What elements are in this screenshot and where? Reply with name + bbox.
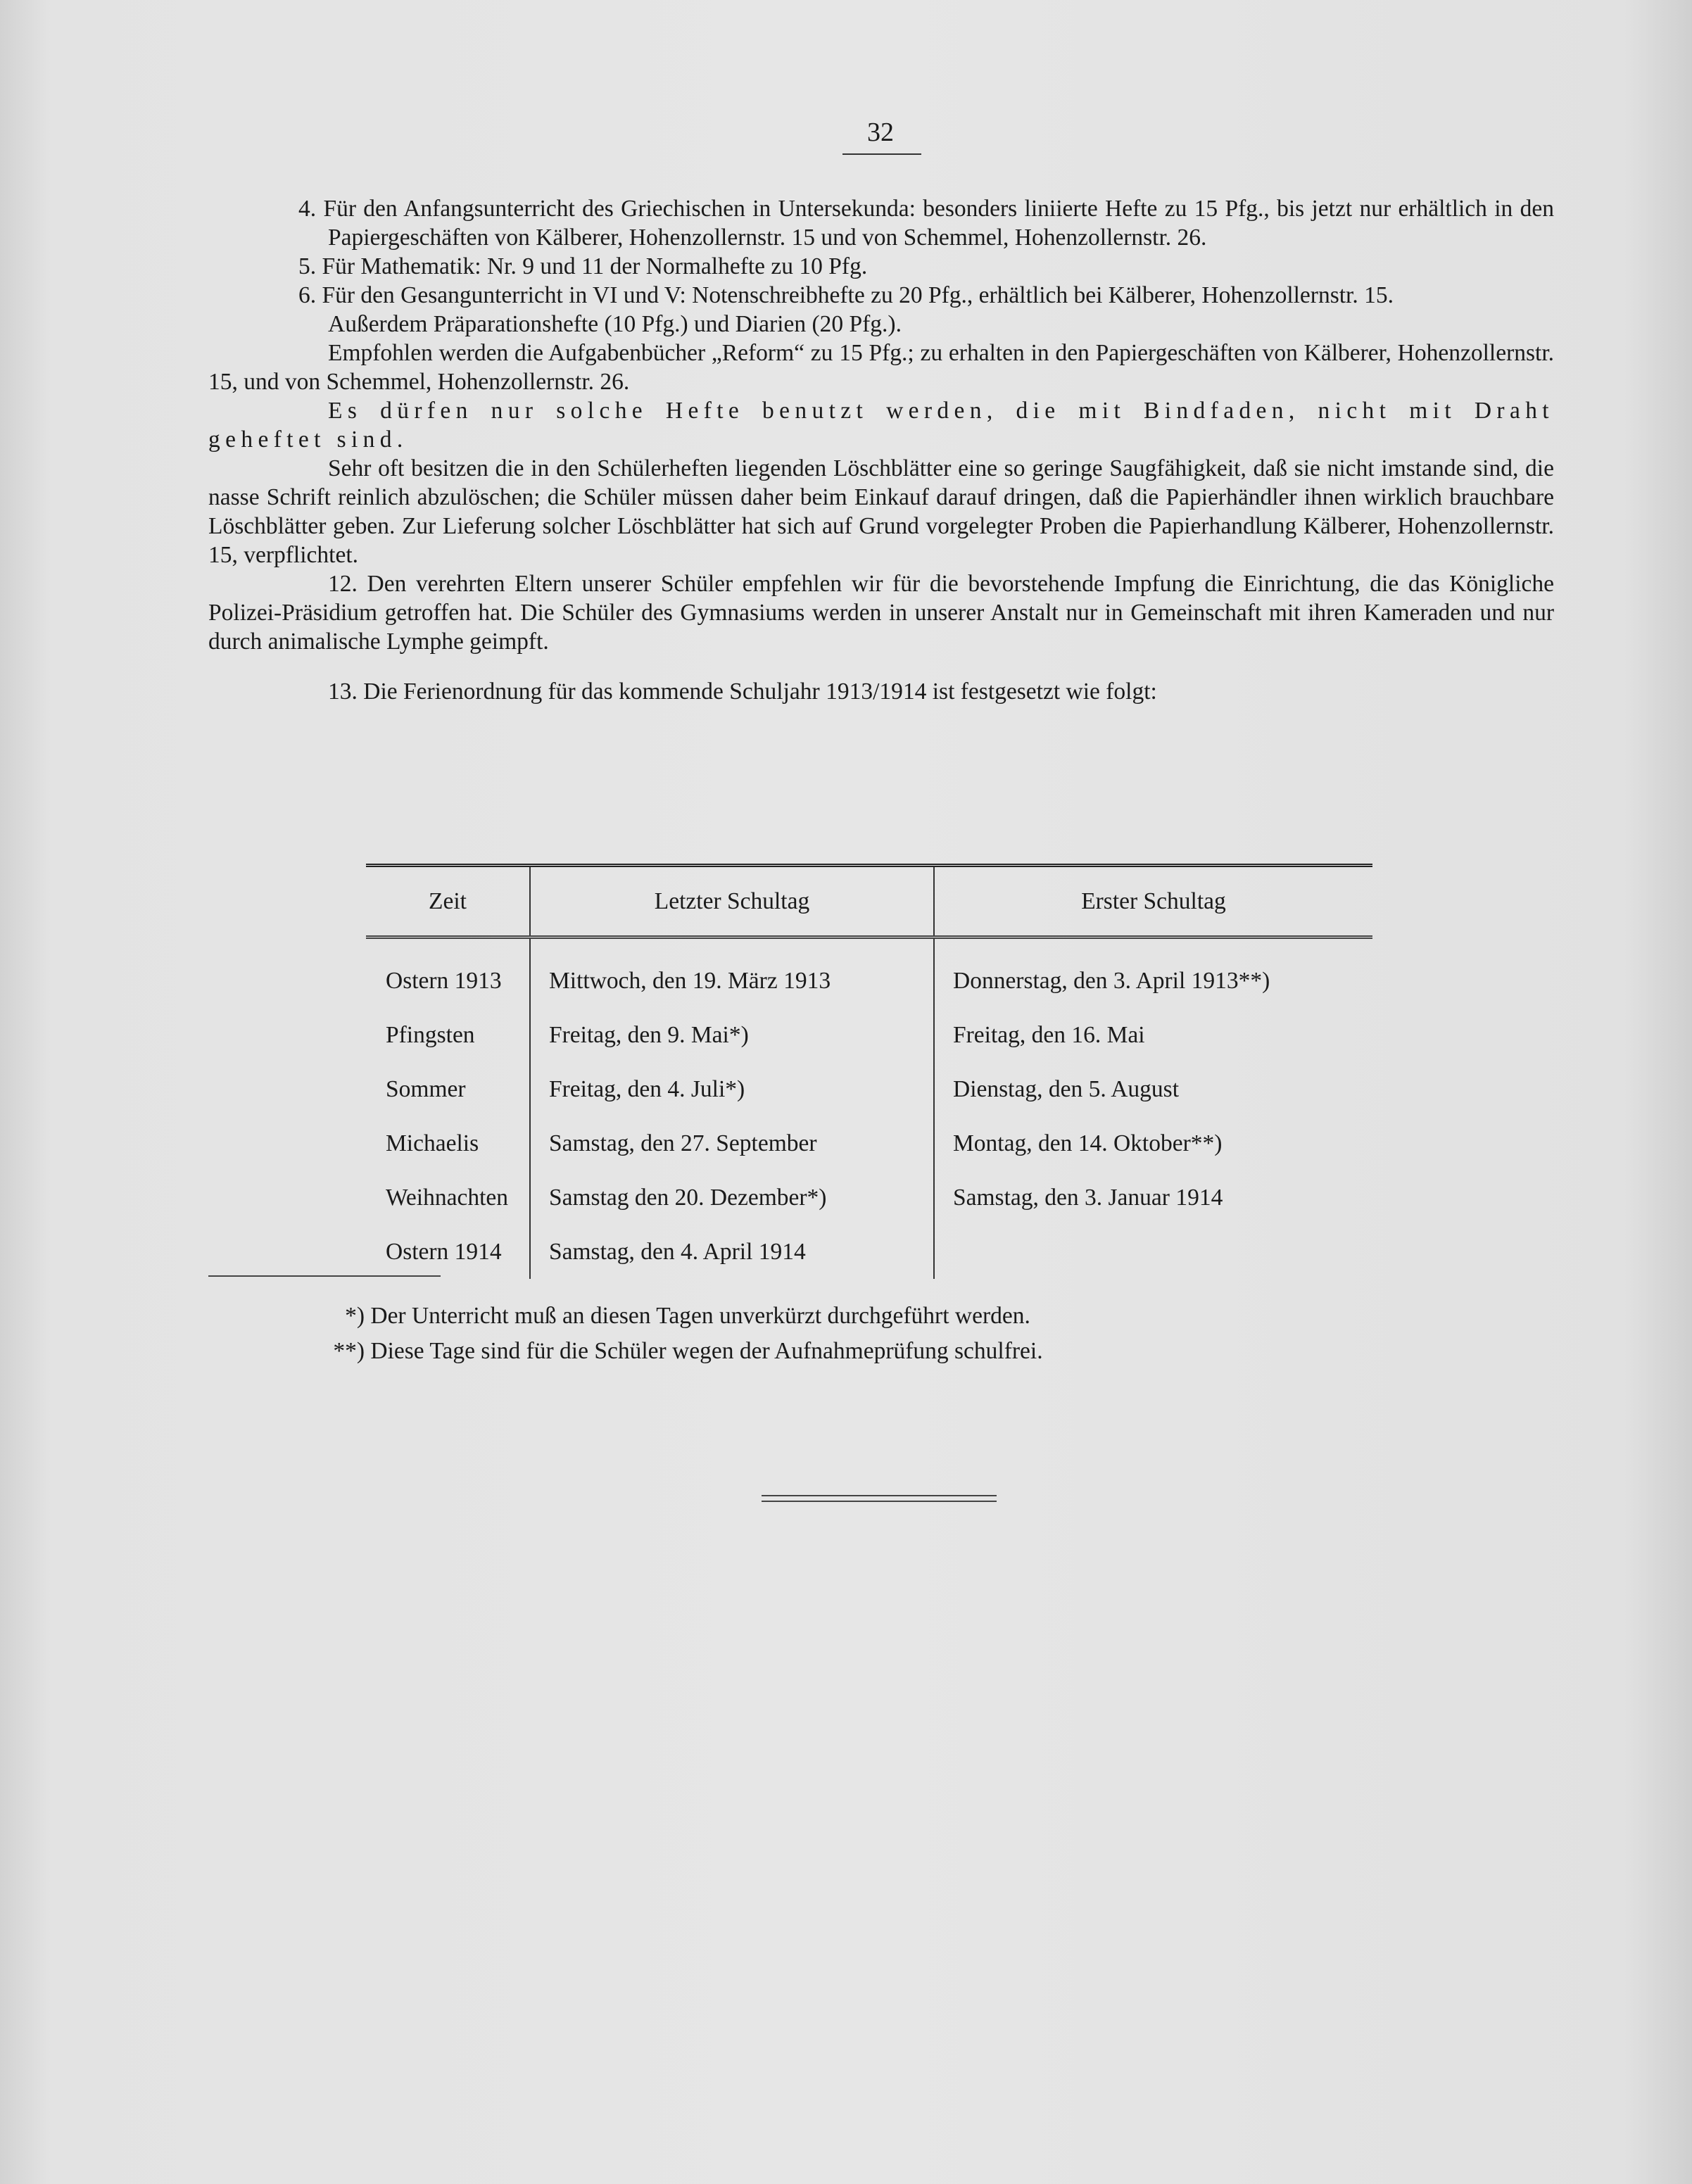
cell-letzter: Freitag, den 4. Juli*) — [530, 1062, 934, 1116]
page-number: 32 — [867, 118, 894, 147]
cell-erster — [934, 1225, 1372, 1279]
footnote-text: Diese Tage sind für die Schüler wegen der Aufnahmeprüfung schulfrei. — [370, 1338, 1043, 1364]
table-row — [366, 1062, 1372, 1116]
footnotes — [331, 1299, 1043, 1369]
footnote-mark: *) — [345, 1303, 365, 1329]
page-number-underline — [842, 153, 921, 155]
paragraph-blotting-paper: Sehr oft besitzen die in den Schülerheften liegenden Löschblätter eine so geringe Saugfähigkeit, daß sie nicht imstande sind, die nasse Schrift reinlich abzulöschen; die Schüler müssen daher beim Einkauf darauf dringen, daß die Papierhändler ihnen wirklich brauchbare Löschblätter geben. Zur Lieferung solcher Löschblätter hat sich auf Grund vorgelegter Proben die Papierhandlung Kälberer, Hohenzollernstr. 15, verpflichtet. — [208, 455, 1554, 568]
paragraph-reform-books: Empfohlen werden die Aufgabenbücher „Reform“ zu 15 Pfg.; zu erhalten in den Papiergeschäften von Kälberer, Hohenzollernstr. 15, und von Schemmel, Hohenzollernstr. 26. — [208, 340, 1554, 395]
section-end-rule — [762, 1495, 997, 1502]
header-zeit: Zeit — [366, 866, 530, 938]
holiday-schedule-table — [366, 864, 1372, 1279]
item-6-addendum: Außerdem Präparationshefte (10 Pfg.) und Diarien (20 Pfg.). — [328, 311, 902, 337]
cell-letzter: Freitag, den 9. Mai*) — [530, 1008, 934, 1062]
item-5: 5. Für Mathematik: Nr. 9 und 11 der Normalhefte zu 10 Pfg. — [298, 253, 868, 279]
table-header-row — [366, 866, 1372, 938]
cell-zeit: Michaelis — [386, 1130, 479, 1156]
cell-erster: Montag, den 14. Oktober**) — [934, 1116, 1372, 1170]
cell-zeit: Pfingsten — [386, 1021, 475, 1048]
cell-zeit: Weihnachten — [386, 1184, 509, 1211]
table-row — [366, 1116, 1372, 1170]
header-erster-schultag: Erster Schultag — [934, 866, 1372, 938]
footnote — [331, 1299, 1043, 1334]
footnote-text: Der Unterricht muß an diesen Tagen unverkürzt durchgeführt werden. — [370, 1303, 1030, 1329]
paragraph-binding-rule: Es dürfen nur solche Hefte benutzt werden, die mit Bindfaden, nicht mit Draht geheftet sind. — [208, 398, 1554, 453]
table-row — [366, 938, 1372, 1009]
cell-erster: Samstag, den 3. Januar 1914 — [934, 1170, 1372, 1225]
item-6: 6. Für den Gesangunterricht in VI und V: Notenschreibhefte zu 20 Pfg., erhältlich bei Kälberer, Hohenzollernstr. 15. — [298, 282, 1394, 308]
table-row — [366, 1225, 1372, 1279]
body-text — [208, 194, 1554, 706]
table-row — [366, 1008, 1372, 1062]
item-13: 13. Die Ferienordnung für das kommende Schuljahr 1913/1914 ist festgesetzt wie folgt: — [328, 678, 1157, 705]
cell-letzter: Samstag, den 4. April 1914 — [530, 1225, 934, 1279]
footnote — [331, 1334, 1043, 1369]
footnote-separator — [208, 1275, 441, 1277]
header-letzter-schultag: Letzter Schultag — [530, 866, 934, 938]
cell-zeit: Ostern 1914 — [386, 1238, 502, 1265]
cell-letzter: Mittwoch, den 19. März 1913 — [530, 938, 934, 1009]
cell-letzter: Samstag, den 27. September — [530, 1116, 934, 1170]
footnote-mark: **) — [333, 1338, 365, 1364]
cell-erster: Dienstag, den 5. August — [934, 1062, 1372, 1116]
item-4: 4. Für den Anfangsunterricht des Griechischen in Untersekunda: besonders liniierte Hefte zu 15 Pfg., bis jetzt nur erhältlich in den Papiergeschäften von Kälberer, Hohenzollernstr. 15 und von Schemmel, Hohenzollernstr. 26. — [298, 196, 1554, 251]
cell-erster: Freitag, den 16. Mai — [934, 1008, 1372, 1062]
item-12: 12. Den verehrten Eltern unserer Schüler empfehlen wir für die bevorstehende Impfung die Einrichtung, die das Königliche Polizei-Präsidium getroffen hat. Die Schüler des Gymnasiums werden in unserer Anstalt nur in Gemeinschaft mit ihren Kameraden und nur durch animalische Lymphe geimpft. — [208, 571, 1554, 655]
cell-letzter: Samstag den 20. Dezember*) — [530, 1170, 934, 1225]
cell-zeit: Sommer — [386, 1075, 466, 1102]
cell-zeit: Ostern 1913 — [386, 967, 502, 994]
cell-erster: Donnerstag, den 3. April 1913**) — [934, 938, 1372, 1009]
table-row — [366, 1170, 1372, 1225]
